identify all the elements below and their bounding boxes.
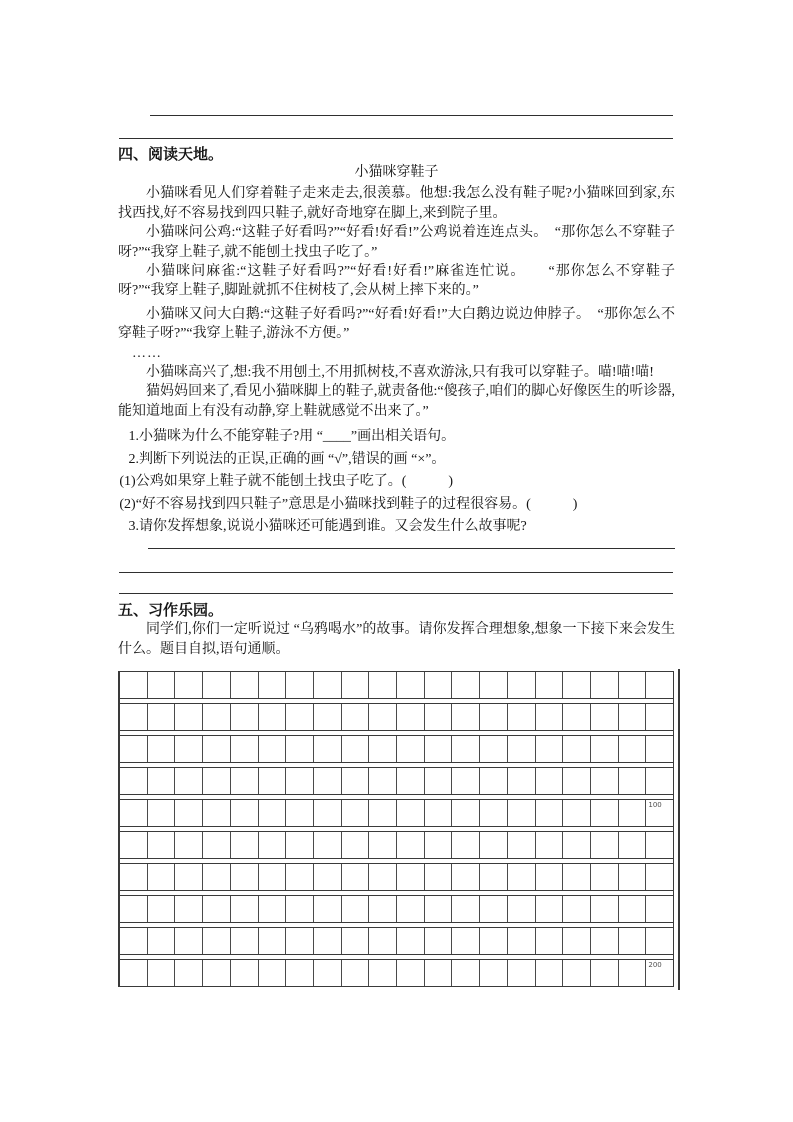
grid-cell — [480, 864, 508, 890]
grid-cell — [314, 896, 342, 922]
grid-cell — [286, 928, 314, 954]
grid-cell — [314, 832, 342, 858]
grid-cell — [259, 768, 287, 794]
grid-cell — [480, 768, 508, 794]
grid-cell — [536, 960, 564, 986]
grid-cell — [203, 768, 231, 794]
grid-cell — [369, 736, 397, 762]
grid-cell — [508, 832, 536, 858]
grid-cell — [259, 672, 287, 698]
grid-cell — [480, 896, 508, 922]
grid-cell — [452, 928, 480, 954]
grid-cell — [452, 672, 480, 698]
grid-cell — [646, 704, 673, 730]
grid-cell — [563, 928, 591, 954]
page-edge-line — [678, 669, 680, 990]
grid-cell — [563, 960, 591, 986]
grid-cell — [619, 960, 647, 986]
grid-cell — [536, 928, 564, 954]
grid-cell — [148, 704, 176, 730]
grid-cell — [591, 896, 619, 922]
grid-cell — [480, 704, 508, 730]
grid-cell — [286, 896, 314, 922]
grid-row — [120, 927, 673, 955]
grid-cell — [425, 832, 453, 858]
grid-cell — [619, 768, 647, 794]
grid-row — [120, 895, 673, 923]
grid-cell — [342, 672, 370, 698]
grid-cell — [286, 960, 314, 986]
grid-cell — [259, 800, 287, 826]
grid-cell — [508, 768, 536, 794]
grid-cell — [120, 736, 148, 762]
grid-cell — [259, 896, 287, 922]
grid-cell — [397, 768, 425, 794]
grid-cell — [175, 832, 203, 858]
passage-paragraph: 小猫咪高兴了,想:我不用刨土,不用抓树枝,不喜欢游泳,只有我可以穿鞋子。喵!喵!喵! — [146, 365, 654, 381]
grid-cell — [175, 704, 203, 730]
reading-passage — [118, 163, 675, 536]
grid-cell — [231, 704, 259, 730]
grid-cell — [563, 704, 591, 730]
grid-cell — [563, 832, 591, 858]
grid-cell — [148, 960, 176, 986]
grid-cell — [480, 960, 508, 986]
passage-title: 小猫咪穿鞋子 — [354, 165, 439, 180]
grid-cell — [369, 864, 397, 890]
grid-cell — [175, 960, 203, 986]
grid-cell — [175, 928, 203, 954]
grid-cell — [591, 832, 619, 858]
grid-cell — [425, 800, 453, 826]
question-item: 1.小猫咪为什么不能穿鞋子?用 “____”画出相关语句。 — [128, 429, 456, 445]
grid-cell — [646, 768, 673, 794]
grid-cell — [452, 960, 480, 986]
grid-cell — [536, 832, 564, 858]
grid-cell — [619, 736, 647, 762]
grid-cell — [231, 736, 259, 762]
grid-cell — [591, 928, 619, 954]
grid-cell — [314, 960, 342, 986]
grid-cell — [286, 672, 314, 698]
grid-cell — [536, 736, 564, 762]
writing-instructions — [118, 620, 675, 660]
grid-cell — [646, 672, 673, 698]
grid-cell — [536, 704, 564, 730]
grid-cell — [480, 672, 508, 698]
grid-cell — [397, 800, 425, 826]
grid-cell — [314, 768, 342, 794]
grid-cell — [203, 960, 231, 986]
grid-cell — [231, 928, 259, 954]
grid-cell — [259, 832, 287, 858]
grid-cell — [452, 832, 480, 858]
grid-row — [120, 863, 673, 891]
grid-cell — [231, 960, 259, 986]
grid-cell — [259, 960, 287, 986]
grid-cell — [314, 672, 342, 698]
grid-cell — [120, 704, 148, 730]
grid-cell — [148, 800, 176, 826]
grid-cell — [286, 864, 314, 890]
grid-cell — [342, 832, 370, 858]
grid-cell — [508, 672, 536, 698]
grid-cell — [148, 896, 176, 922]
grid-cell — [452, 896, 480, 922]
grid-cell — [286, 768, 314, 794]
grid-cell — [314, 704, 342, 730]
grid-cell — [508, 896, 536, 922]
grid-cell — [619, 864, 647, 890]
grid-cell — [508, 800, 536, 826]
grid-cell — [563, 768, 591, 794]
grid-cell — [342, 864, 370, 890]
grid-cell — [286, 704, 314, 730]
grid-cell — [369, 672, 397, 698]
grid-cell — [397, 896, 425, 922]
grid-cell — [397, 704, 425, 730]
grid-cell — [646, 736, 673, 762]
passage-paragraph: 猫妈妈回来了,看见小猫咪脚上的鞋子,就责备他:“傻孩子,咱们的脚心好像医生的听诊器,能知道地面上有没有动静,穿上鞋就感觉不出来了。” — [118, 384, 675, 419]
grid-cell — [259, 864, 287, 890]
grid-cell — [508, 960, 536, 986]
grid-cell — [591, 768, 619, 794]
grid-cell — [369, 832, 397, 858]
grid-cell — [231, 896, 259, 922]
grid-cell — [452, 864, 480, 890]
passage-ellipsis: …… — [132, 345, 162, 361]
grid-row — [120, 831, 673, 859]
grid-cell — [563, 864, 591, 890]
grid-cell — [369, 960, 397, 986]
grid-row — [120, 703, 673, 731]
grid-cell — [536, 672, 564, 698]
passage-paragraph: 小猫咪问公鸡:“这鞋子好看吗?”“好看!好看!”公鸡说着连连点头。 “那你怎么不穿鞋子呀?”“我穿上鞋子,就不能刨土找虫子吃了。” — [118, 225, 675, 260]
grid-cell — [619, 672, 647, 698]
grid-cell — [231, 864, 259, 890]
grid-cell — [619, 704, 647, 730]
grid-cell — [563, 896, 591, 922]
grid-cell — [148, 736, 176, 762]
grid-cell — [397, 832, 425, 858]
grid-cell — [619, 928, 647, 954]
question-item: 3.请你发挥想象,说说小猫咪还可能遇到谁。又会发生什么故事呢? — [128, 518, 527, 534]
grid-cell — [369, 800, 397, 826]
grid-row — [120, 799, 673, 827]
grid-cell — [425, 672, 453, 698]
grid-cell — [508, 928, 536, 954]
grid-cell — [563, 800, 591, 826]
grid-cell — [397, 736, 425, 762]
composition-grid — [118, 671, 674, 987]
grid-cell — [203, 928, 231, 954]
grid-cell — [120, 832, 148, 858]
grid-cell — [425, 736, 453, 762]
grid-cell — [148, 832, 176, 858]
grid-cell — [120, 960, 148, 986]
section4-heading: 四、阅读天地。 — [118, 147, 224, 163]
grid-cell — [397, 928, 425, 954]
grid-cell — [591, 672, 619, 698]
grid-cell — [480, 736, 508, 762]
grid-cell — [452, 704, 480, 730]
grid-cell — [425, 864, 453, 890]
grid-cell — [120, 672, 148, 698]
grid-cell — [175, 672, 203, 698]
grid-cell — [120, 800, 148, 826]
grid-cell — [231, 800, 259, 826]
grid-cell — [286, 800, 314, 826]
grid-cell — [425, 960, 453, 986]
grid-cell — [397, 864, 425, 890]
grid-cell — [203, 704, 231, 730]
question-subitem: (2)“好不容易找到四只鞋子”意思是小猫咪找到鞋子的过程很容易。( ) — [119, 496, 578, 512]
grid-cell — [646, 800, 673, 826]
grid-row — [120, 959, 673, 987]
grid-cell — [203, 896, 231, 922]
grid-cell — [452, 800, 480, 826]
grid-cell — [369, 896, 397, 922]
question-subitem: (1)公鸡如果穿上鞋子就不能刨土找虫子吃了。( ) — [119, 474, 454, 490]
grid-cell — [369, 704, 397, 730]
grid-cell — [619, 896, 647, 922]
grid-cell — [148, 864, 176, 890]
grid-cell — [591, 800, 619, 826]
grid-cell — [314, 736, 342, 762]
grid-cell — [231, 832, 259, 858]
grid-cell — [646, 896, 673, 922]
grid-cell — [203, 864, 231, 890]
grid-cell — [175, 800, 203, 826]
writing-instructions-text: 同学们,你们一定听说过 “乌鸦喝水”的故事。请你发挥合理想象,想象一下接下来会发生什么。题目自拟,语句通顺。 — [118, 622, 675, 657]
grid-cell — [646, 832, 673, 858]
grid-cell — [259, 704, 287, 730]
grid-cell — [619, 832, 647, 858]
passage-paragraph: 小猫咪看见人们穿着鞋子走来走去,很羡慕。他想:我怎么没有鞋子呢?小猫咪回到家,东找西找,好不容易找到四只鞋子,就好奇地穿在脚上,来到院子里。 — [118, 186, 675, 221]
grid-cell — [536, 896, 564, 922]
grid-cell — [148, 928, 176, 954]
grid-cell — [286, 736, 314, 762]
grid-cell — [536, 800, 564, 826]
grid-cell — [646, 960, 673, 986]
grid-cell — [203, 736, 231, 762]
grid-cell — [231, 672, 259, 698]
grid-cell — [342, 928, 370, 954]
grid-cell — [148, 768, 176, 794]
grid-cell — [231, 768, 259, 794]
grid-cell — [342, 896, 370, 922]
grid-cell — [259, 928, 287, 954]
grid-cell — [120, 928, 148, 954]
section5-heading: 五、习作乐园。 — [118, 603, 224, 619]
grid-row — [120, 671, 673, 699]
grid-cell — [286, 832, 314, 858]
grid-cell — [203, 800, 231, 826]
grid-cell — [508, 736, 536, 762]
grid-cell — [508, 704, 536, 730]
grid-cell — [175, 768, 203, 794]
answer-blank-line — [119, 138, 673, 139]
grid-cell — [314, 864, 342, 890]
grid-cell — [591, 704, 619, 730]
grid-cell — [175, 864, 203, 890]
grid-cell — [259, 736, 287, 762]
grid-cell — [452, 768, 480, 794]
grid-cell — [480, 800, 508, 826]
grid-cell — [203, 832, 231, 858]
passage-paragraph: 小猫咪问麻雀:“这鞋子好看吗?”“好看!好看!”麻雀连忙说。 “那你怎么不穿鞋子呀?”“我穿上鞋子,脚趾就抓不住树枝了,会从树上摔下来的。” — [118, 264, 675, 299]
grid-cell — [342, 736, 370, 762]
grid-cell — [342, 704, 370, 730]
grid-cell — [646, 928, 673, 954]
answer-blank-line — [119, 593, 673, 594]
grid-row — [120, 767, 673, 795]
grid-cell — [314, 800, 342, 826]
word-count-marker: 200 — [648, 961, 662, 969]
grid-cell — [536, 864, 564, 890]
grid-cell — [369, 768, 397, 794]
grid-row — [120, 735, 673, 763]
grid-cell — [175, 736, 203, 762]
grid-cell — [508, 864, 536, 890]
grid-cell — [452, 736, 480, 762]
grid-cell — [646, 864, 673, 890]
grid-cell — [342, 960, 370, 986]
grid-cell — [203, 672, 231, 698]
grid-cell — [175, 896, 203, 922]
passage-paragraph: 小猫咪又问大白鹅:“这鞋子好看吗?”“好看!好看!”大白鹅边说边伸脖子。 “那你怎么不穿鞋子呀?”“我穿上鞋子,游泳不方便。” — [118, 306, 675, 342]
grid-cell — [480, 928, 508, 954]
grid-cell — [591, 864, 619, 890]
grid-cell — [480, 832, 508, 858]
grid-cell — [425, 704, 453, 730]
grid-cell — [591, 736, 619, 762]
answer-blank-line — [150, 115, 673, 116]
question-item: 2.判断下列说法的正误,正确的画 “√”,错误的画 “×”。 — [128, 451, 446, 467]
grid-cell — [425, 896, 453, 922]
grid-cell — [397, 960, 425, 986]
grid-cell — [619, 800, 647, 826]
grid-cell — [536, 768, 564, 794]
grid-cell — [397, 672, 425, 698]
grid-cell — [563, 736, 591, 762]
grid-cell — [120, 864, 148, 890]
grid-cell — [120, 768, 148, 794]
grid-cell — [342, 800, 370, 826]
grid-cell — [425, 768, 453, 794]
answer-blank-line — [119, 572, 673, 573]
grid-cell — [342, 768, 370, 794]
grid-cell — [425, 928, 453, 954]
grid-cell — [148, 672, 176, 698]
grid-cell — [563, 672, 591, 698]
word-count-marker: 100 — [648, 801, 662, 809]
grid-cell — [591, 960, 619, 986]
grid-cell — [369, 928, 397, 954]
answer-blank-line — [148, 548, 675, 549]
grid-cell — [314, 928, 342, 954]
grid-cell — [120, 896, 148, 922]
